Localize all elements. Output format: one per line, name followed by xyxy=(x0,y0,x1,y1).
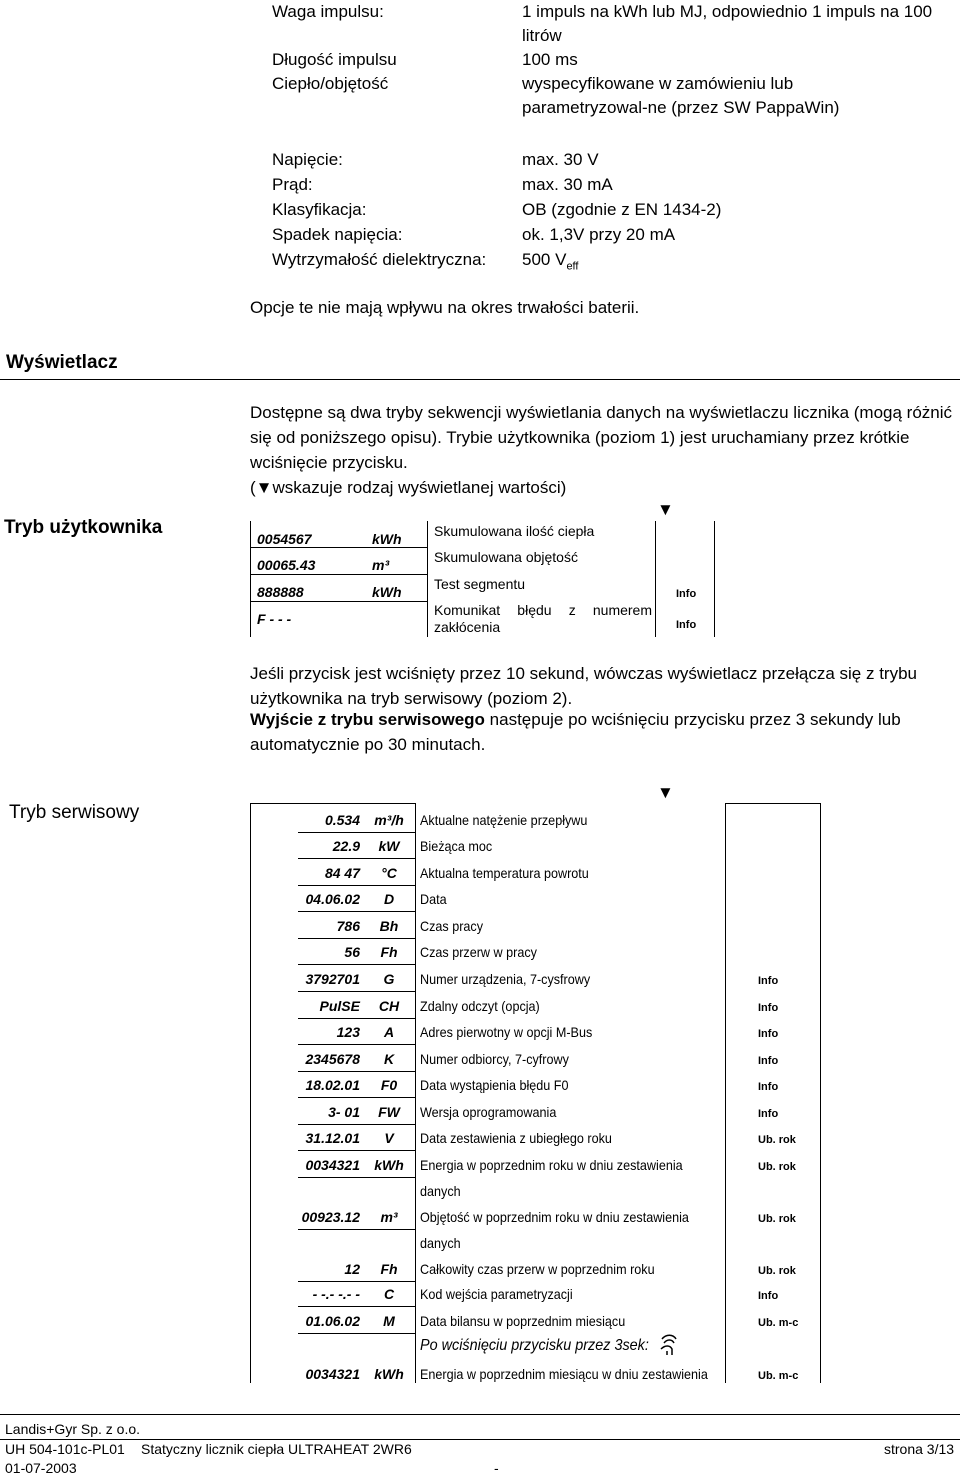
battery-note: Opcje te nie mają wpływu na okres trwałości baterii. xyxy=(250,298,640,317)
info-badge: Info xyxy=(758,1081,779,1093)
info-badge: Info xyxy=(758,1108,779,1120)
info-badge: Info xyxy=(758,1055,779,1067)
display-desc: Wersja oprogramowania xyxy=(420,1104,557,1120)
display-unit: kW xyxy=(378,838,400,854)
display-code: 0034321 xyxy=(305,1157,360,1173)
display-code: 01.06.02 xyxy=(305,1313,360,1329)
row-line xyxy=(250,547,427,548)
row-line xyxy=(298,1124,415,1125)
display-code: 18.02.01 xyxy=(305,1077,360,1093)
display-desc: Całkowity czas przerw w poprzednim roku xyxy=(420,1261,655,1277)
display-code: 00923.12 xyxy=(301,1209,360,1225)
display-desc-cont: danych xyxy=(420,1235,461,1251)
spec-label: Klasyfikacja: xyxy=(272,200,367,219)
display-code: F - - - xyxy=(257,611,292,627)
spec-label: Napięcie: xyxy=(272,150,343,169)
display-unit: A xyxy=(383,1024,395,1040)
display-desc: Aktualna temperatura powrotu xyxy=(420,865,589,881)
spec-value: max. 30 mA xyxy=(522,175,613,194)
info-badge: Ub. rok xyxy=(758,1213,796,1225)
display-desc: Zdalny odczyt (opcja) xyxy=(420,998,540,1014)
display-code: 0034321 xyxy=(305,1366,360,1382)
display-unit: Bh xyxy=(379,918,399,934)
display-desc: Komunikat błędu z numerem zakłócenia xyxy=(434,602,652,635)
display-unit: F0 xyxy=(380,1077,398,1093)
spec-value: 1 impuls na kWh lub MJ, odpowiednio 1 impuls na 100 litrów xyxy=(522,2,933,45)
display-desc: Czas przerw w pracy xyxy=(420,944,537,960)
row-line xyxy=(298,885,415,886)
display-code: 786 xyxy=(336,918,360,934)
row-line xyxy=(298,964,415,965)
spec-value: ok. 1,3V przy 20 mA xyxy=(522,225,676,244)
display-desc: Energia w poprzednim roku w dniu zestawienia xyxy=(420,1157,683,1173)
footer-page: strona 3/13 xyxy=(884,1441,955,1457)
footer-divider xyxy=(0,1414,960,1415)
footer-date: 01-07-2003 xyxy=(5,1460,77,1476)
display-desc: Bieżąca moc xyxy=(420,838,493,854)
spec-value: 500 $V_{eff}$ xyxy=(522,250,579,273)
display-code: 888888 xyxy=(257,584,304,600)
display-unit: m³ xyxy=(380,1209,398,1225)
display-unit: FW xyxy=(378,1104,400,1120)
display-code: 04.06.02 xyxy=(305,891,360,907)
row-line xyxy=(298,832,415,833)
info-badge: Info xyxy=(758,1002,779,1014)
display-unit: °C xyxy=(381,865,397,881)
display-unit: Fh xyxy=(380,944,398,960)
display-unit: m³/h xyxy=(374,812,404,828)
exit-service-text: Wyjście z trybu serwisowego następuje po wciśnięciu przycisku przez 3 sekundy lub automatycznie po 30 minutach. xyxy=(250,710,901,754)
row-line xyxy=(298,1150,415,1151)
display-desc: Numer urządzenia, 7-cysfrowy xyxy=(420,971,591,987)
row-line xyxy=(298,991,415,992)
spec-label: Ciepło/objętość xyxy=(272,74,389,93)
spec-label: Prąd: xyxy=(272,175,313,194)
switch-mode-text: Jeśli przycisk jest wciśnięty przez 10 sekund, wówczas wyświetlacz przełącza się z trybu użytkownika na tryb serwisowy (poziom 2). xyxy=(250,664,918,708)
spec-label: Długość impulsu xyxy=(272,50,397,69)
arrow-legend: (▼wskazuje rodzaj wyświetlanej wartości) xyxy=(250,478,567,497)
display-code: 12 xyxy=(344,1261,360,1277)
display-desc: Czas pracy xyxy=(420,918,484,934)
row-line xyxy=(298,1018,415,1019)
info-badge: Ub. m-c xyxy=(758,1317,799,1329)
spec-value: max. 30 V xyxy=(522,150,599,169)
subscript: eff xyxy=(566,260,579,273)
row-line xyxy=(298,858,415,859)
display-desc: Numer odbiorcy, 7-cyfrowy xyxy=(420,1051,569,1067)
table-divider xyxy=(415,803,416,1383)
display-desc: Test segmentu xyxy=(434,576,526,592)
display-unit: kWh xyxy=(372,531,402,547)
display-unit: K xyxy=(383,1051,395,1067)
display-unit: kWh xyxy=(374,1366,404,1382)
display-desc: Objętość w poprzednim roku w dniu zestawienia xyxy=(420,1209,689,1225)
display-intro: Dostępne są dwa tryby sekwencji wyświetlania danych na wyświetlaczu licznika (mogą różnić się od poniższego opisu). Trybie użytkownika (poziom 1) jest uruchamiany przez krótkie wciśnięcie przycisku. xyxy=(250,403,953,472)
info-badge: Ub. m-c xyxy=(758,1370,799,1382)
display-desc: Data zestawienia z ubiegłego roku xyxy=(420,1130,612,1146)
info-badge: Info xyxy=(676,588,697,600)
display-code: 0054567 xyxy=(257,531,312,547)
section-title: Wyświetlacz xyxy=(6,352,118,373)
spec-label: Waga impulsu: xyxy=(272,2,384,21)
row-line xyxy=(250,601,427,602)
info-badge: Ub. rok xyxy=(758,1161,796,1173)
display-code: 31.12.01 xyxy=(305,1130,360,1146)
display-desc: Po wciśnięciu przycisku przez 3sek: xyxy=(420,1337,649,1354)
display-unit: M xyxy=(383,1313,395,1329)
footer-divider xyxy=(0,1439,960,1440)
display-code: - -.- -.- - xyxy=(312,1286,360,1302)
row-line xyxy=(298,1071,415,1072)
display-desc: Adres pierwotny w opcji M-Bus xyxy=(420,1024,593,1040)
display-code: 2345678 xyxy=(305,1051,360,1067)
display-code: PulSE xyxy=(319,998,360,1014)
table-border-mid xyxy=(725,803,726,1383)
row-line xyxy=(298,1097,415,1098)
row-line xyxy=(298,1281,415,1282)
spec-label: Spadek napięcia: xyxy=(272,225,403,244)
display-desc: Aktualne natężenie przepływu xyxy=(420,812,588,828)
spec-value: 100 ms xyxy=(522,50,578,69)
row-line xyxy=(250,803,415,804)
display-code: 00065.43 xyxy=(257,557,316,573)
display-code: 56 xyxy=(344,944,360,960)
down-triangle-icon: ▼ xyxy=(657,500,674,519)
info-badge: Ub. rok xyxy=(758,1134,796,1146)
display-desc: Data wystąpienia błędu F0 xyxy=(420,1077,569,1093)
row-line xyxy=(298,1044,415,1045)
display-code: 3792701 xyxy=(305,971,360,987)
display-unit: G xyxy=(383,971,395,987)
info-badge: Info xyxy=(676,619,697,631)
display-desc: Data bilansu w poprzednim miesiącu xyxy=(420,1313,626,1329)
display-desc-cont: danych xyxy=(420,1183,461,1199)
info-badge: Info xyxy=(758,1290,779,1302)
display-unit: kWh xyxy=(374,1157,404,1173)
table-border-right xyxy=(820,803,821,1383)
row-line xyxy=(298,1229,415,1230)
display-code: 22.9 xyxy=(332,838,360,854)
display-desc: Kod wejścia parametryzacji xyxy=(420,1286,573,1302)
display-code: 3- 01 xyxy=(328,1104,360,1120)
display-unit: D xyxy=(383,891,395,907)
row-line xyxy=(250,574,427,575)
info-badge: Info xyxy=(758,975,779,987)
spec-label: Wytrzymałość dielektryczna: xyxy=(272,250,487,269)
display-code: 0.534 xyxy=(324,812,360,828)
display-desc: Energia w poprzednim miesiącu w dniu zestawienia xyxy=(420,1366,708,1382)
spec-value: wyspecyfikowane w zamówieniu lub parametryzowal-ne (przez SW PappaWin) xyxy=(522,74,840,117)
footer-title: Statyczny licznik ciepła ULTRAHEAT 2WR6 xyxy=(141,1441,412,1457)
row-line xyxy=(725,803,820,804)
user-mode-label: Tryb użytkownika xyxy=(4,517,163,538)
display-code: 84 47 xyxy=(324,865,360,881)
display-unit: C xyxy=(383,1286,395,1302)
down-triangle-icon: ▼ xyxy=(255,478,273,497)
row-line xyxy=(298,1333,415,1334)
display-unit: CH xyxy=(378,998,400,1014)
info-badge: Info xyxy=(758,1028,779,1040)
hand-press-icon xyxy=(658,1333,680,1362)
display-unit: m³ xyxy=(372,557,390,573)
footer-dash: - xyxy=(494,1460,499,1476)
display-desc: Data xyxy=(420,891,447,907)
info-badge: Ub. rok xyxy=(758,1265,796,1277)
row-line xyxy=(298,1177,415,1178)
display-code: 123 xyxy=(336,1024,360,1040)
display-unit: kWh xyxy=(372,584,402,600)
display-unit: V xyxy=(384,1130,394,1146)
footer-doc-number: UH 504-101c-PL01 xyxy=(5,1441,125,1457)
footer-company: Landis+Gyr Sp. z o.o. xyxy=(5,1421,141,1437)
down-triangle-icon: ▼ xyxy=(657,783,674,802)
row-line xyxy=(298,911,415,912)
display-desc: Skumulowana objętość xyxy=(434,549,578,565)
spec-value: OB (zgodnie z EN 1434-2) xyxy=(522,200,722,219)
table-divider xyxy=(427,521,428,637)
display-desc: Skumulowana ilość ciepła xyxy=(434,523,595,539)
display-unit: Fh xyxy=(380,1261,398,1277)
row-line xyxy=(298,1306,415,1307)
row-line xyxy=(298,938,415,939)
service-mode-label: Tryb serwisowy xyxy=(9,802,140,823)
section-divider xyxy=(0,379,960,380)
